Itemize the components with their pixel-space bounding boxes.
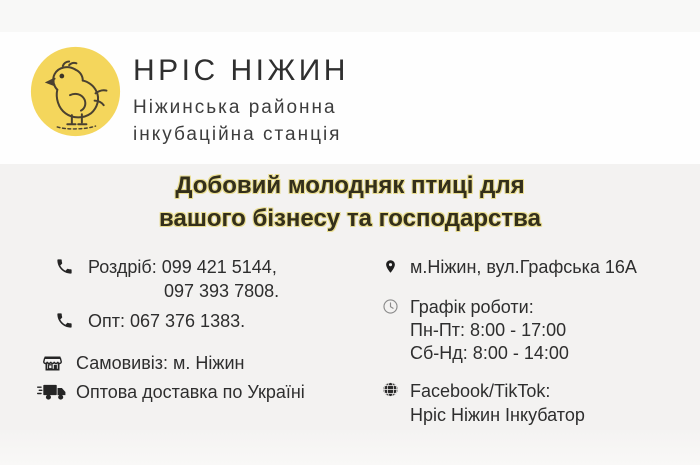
contacts-left-column bbox=[48, 255, 358, 404]
retail-phone-line2: 097 393 7808. bbox=[164, 281, 280, 301]
delivery-row bbox=[36, 380, 358, 404]
brand-subtitle-line1: Ніжинська районна bbox=[133, 97, 337, 118]
brand-subtitle bbox=[133, 94, 349, 148]
wholesale-phone-row bbox=[48, 309, 358, 333]
address-text: м.Ніжин, вул.Графська 16А bbox=[410, 257, 637, 277]
address-row bbox=[378, 255, 678, 279]
header-text-block bbox=[133, 54, 349, 148]
social-name: Нріс Ніжин Інкубатор bbox=[410, 405, 585, 425]
globe-icon bbox=[378, 379, 402, 398]
phone-icon bbox=[48, 309, 80, 330]
tagline-line1: Добовий молодняк птиці для bbox=[175, 172, 525, 199]
social-text bbox=[410, 379, 585, 427]
schedule-title: Графік роботи: bbox=[410, 297, 534, 317]
pickup-text: Самовивіз: м. Ніжин bbox=[76, 353, 245, 373]
social-title: Facebook/TikTok: bbox=[410, 381, 551, 401]
tagline bbox=[0, 169, 700, 235]
retail-phones-row bbox=[48, 255, 358, 303]
clock-icon bbox=[378, 296, 402, 315]
retail-phone-line1: Роздріб: 099 421 5144, bbox=[88, 257, 277, 277]
chick-logo-icon bbox=[30, 46, 121, 137]
tagline-line2: вашого бізнесу та господарства bbox=[159, 205, 541, 232]
schedule-row bbox=[378, 296, 678, 365]
brand-title: НРІС НІЖИН bbox=[133, 54, 349, 87]
phone-icon bbox=[48, 255, 80, 276]
schedule-text bbox=[410, 296, 569, 365]
pickup-row bbox=[36, 351, 358, 375]
social-row bbox=[378, 379, 678, 427]
contacts-right-column bbox=[378, 255, 678, 427]
location-pin-icon bbox=[378, 255, 402, 276]
delivery-truck-icon bbox=[36, 380, 68, 402]
chick-eye bbox=[59, 74, 64, 79]
bottom-margin-band bbox=[0, 430, 700, 465]
top-margin-band bbox=[0, 0, 700, 32]
wholesale-phone-text: Опт: 067 376 1383. bbox=[88, 311, 246, 331]
schedule-weekend: Сб-Нд: 8:00 - 14:00 bbox=[410, 343, 569, 363]
retail-phones-text bbox=[88, 255, 279, 303]
brand-subtitle-line2: інкубаційна станція bbox=[133, 124, 342, 145]
storefront-icon bbox=[36, 351, 68, 374]
schedule-weekdays: Пн-Пт: 8:00 - 17:00 bbox=[410, 320, 567, 340]
delivery-text: Оптова доставка по Україні bbox=[76, 382, 305, 402]
